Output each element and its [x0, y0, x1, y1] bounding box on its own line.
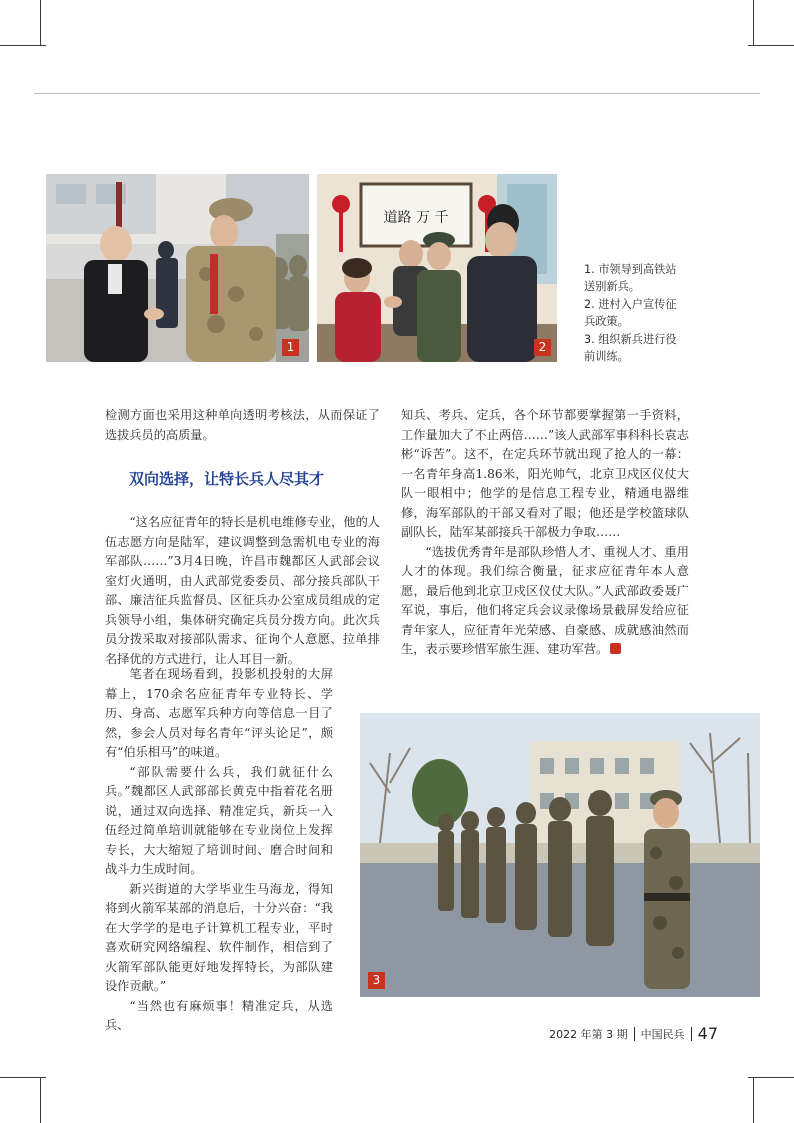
crop-mark-br-h: [748, 1077, 794, 1078]
caption-line: 前训练。: [584, 350, 629, 364]
paragraph: “部队需要什么兵，我们就征什么兵。”魏都区人武部部长黄克中指着花名册说，通过双向选择、精准定兵，新兵一入伍经过简单培训就能够在专业岗位上发挥专长，大大缩短了培训时间、磨合时间和战斗力生成时间。: [105, 764, 333, 876]
crop-mark-tr-v: [753, 0, 754, 46]
crop-mark-bl-v: [40, 1077, 41, 1123]
footer-divider: [634, 1027, 635, 1041]
paragraph-text: “选拔优秀青年是部队珍惜人才、重视人才、重用人才的体现。我们综合衡量，征求应征青年本人意愿，最后他到北京卫戍区仪仗大队。”人武部政委聂广军说，事后，他们将定兵会议录像场景截屏发给应征青年家人，应征青年光荣感、自豪感、成就感油然而生，表示要珍惜军旅生涯、建功军营。: [401, 544, 689, 656]
caption-line: 3. 组织新兵进行役: [584, 332, 677, 346]
caption-line: 送别新兵。: [584, 280, 640, 294]
photo-1-number: 1: [282, 339, 299, 356]
photo-station-farewell: [46, 174, 309, 362]
caption-line: 1. 市领导到高铁站: [584, 263, 677, 276]
caption-line: 2. 进村入户宣传征: [584, 297, 677, 311]
calligraphy-scroll-text: 道路 万 千: [383, 210, 449, 226]
paragraph: 新兴街道的大学毕业生马海龙，得知将到火箭军某部的消息后，十分兴奋：“我在大学学的是电子计算机工程专业，平时喜欢研究网络编程、软件制作，相信到了火箭军部队能更好地发挥特长，为部队建设作贡献。”: [105, 881, 333, 993]
paragraph: “当然也有麻烦事！精准定兵，从选兵、: [105, 998, 333, 1032]
crop-mark-tl-h: [0, 45, 46, 46]
article-left-column: [105, 406, 380, 669]
paragraph: [401, 543, 689, 660]
photo-3-number: 3: [368, 972, 385, 989]
photo-village-visit: [317, 174, 557, 362]
page-footer: [549, 1024, 718, 1043]
paragraph: 知兵、考兵、定兵，各个环节都要掌握第一手资料，工作量加大了不止两倍……”该人武部军事科科长袁志彬“诉苦”。这不，在定兵环节就出现了抢人的一幕：一名青年身高1.86米，阳光帅气，北京卫戍区仪仗大队一眼相中；他学的是信息工程专业，精通电器维修，海军部队的干部又看对了眼；他还是学校篮球队副队长，陆军某部接兵干部极力争取……: [401, 408, 689, 539]
footer-divider: [691, 1027, 692, 1041]
crop-mark-tr-h: [748, 45, 794, 46]
crop-mark-br-v: [753, 1077, 754, 1123]
issue-label: 2022 年第 3 期: [549, 1027, 628, 1041]
photo-captions: [584, 261, 694, 365]
paragraph: 笔者在现场看到，投影机投射的大屏幕上，170余名应征青年专业特长、学历、身高、志愿军兵种方向等信息一目了然，参会人员对每名青年“评头论足”，颇有“伯乐相马”的味道。: [105, 667, 333, 759]
article-end-icon: [610, 643, 621, 654]
paragraph: 检测方面也采用这种单向透明考核法，从而保证了选拔兵员的高质量。: [105, 408, 380, 442]
header-rule: [34, 93, 760, 94]
photo-2-number: 2: [534, 339, 551, 356]
section-heading: 双向选择，让特长兵人尽其才: [129, 470, 325, 488]
crop-mark-bl-h: [0, 1077, 46, 1078]
paragraph: “这名应征青年的特长是机电维修专业，他的人伍志愿方向是陆军，建议调整到急需机电专业的海军部队……”3月4日晚，许昌市魏都区人武部会议室灯火通明，由人武部党委委员、部分接兵部队干部、廉洁征兵监督员、区征兵办公室成员组成的定兵领导小组，集体研究确定兵员分拨方向。此次兵员分拨采取对接部队需求、征询个人意愿、拉单排名择优的方式进行，让人耳目一新。: [105, 515, 380, 666]
crop-mark-tl-v: [40, 0, 41, 46]
magazine-name: 中国民兵: [640, 1027, 685, 1041]
caption-line: 兵政策。: [584, 315, 629, 329]
photo-training-march: [360, 713, 760, 997]
article-left-column-lower: [105, 665, 333, 1036]
article-right-column: [401, 406, 689, 660]
page-number: 47: [697, 1024, 718, 1043]
